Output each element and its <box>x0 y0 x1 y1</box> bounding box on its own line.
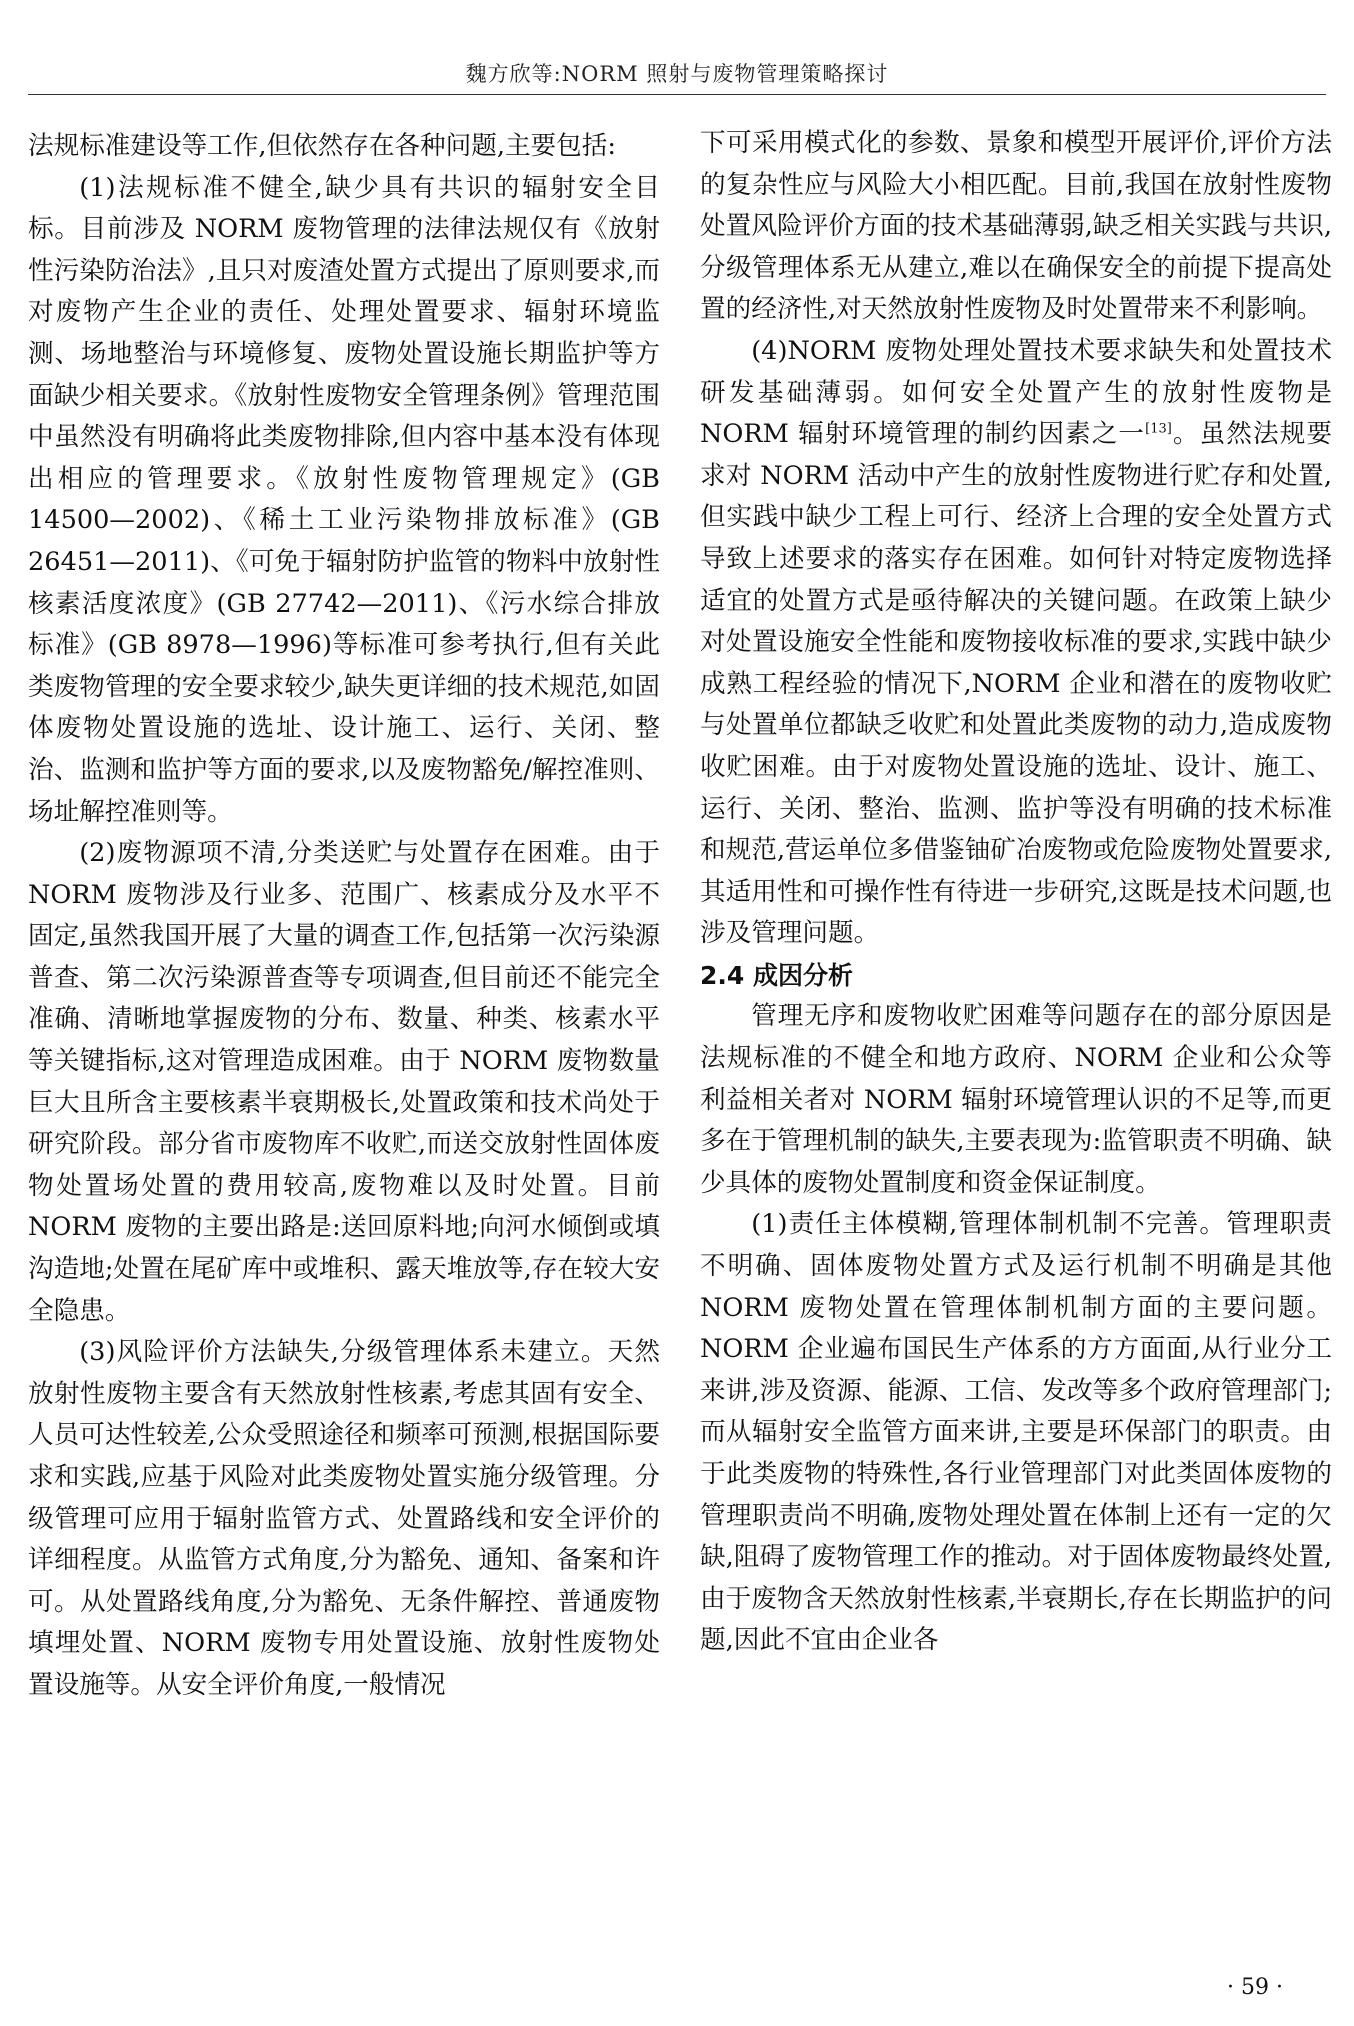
citation-reference: [13] <box>1145 421 1172 437</box>
paragraph-item-4-part-a: (4)NORM 废物处理处置技术要求缺失和处置技术研发基础薄弱。如何安全处置产生的放射性废物是 NORM 辐射环境管理的制约因素之一 <box>700 335 1332 450</box>
paragraph-item-4-part-b: 。虽然法规要求对 NORM 活动中产生的放射性废物进行贮存和处置,但实践中缺少工程上可行、经济上合理的安全处置方式导致上述要求的落实存在困难。如何针对特定废物选择适宜的处置方式是亟待解决的关键问题。在政策上缺少对处置设施安全性能和废物接收标准的要求,实践中缺少成熟工程经验的情况下,NORM 企业和潜在的废物收贮与处置单位都缺乏收贮和处置此类废物的动力,造成废物收贮困难。由于对废物处置设施的选址、设计、施工、运行、关闭、整治、监测、监护等没有明确的技术标准和规范,营运单位多借鉴铀矿冶废物或危险废物处置要求,其适用性和可操作性有待进一步研究,这既是技术问题,也涉及管理问题。 <box>700 419 1332 949</box>
left-column <box>28 126 660 1707</box>
section-heading: 2.4 成因分析 <box>700 960 853 990</box>
paragraph-item-2: (2)废物源项不清,分类送贮与处置存在困难。由于 NORM 废物涉及行业多、范围广、核素成分及水平不固定,虽然我国开展了大量的调查工作,包括第一次污染源普查、第二次污染源普查等专项调查,但目前还不能完全准确、清晰地掌握废物的分布、数量、种类、核素水平等关键指标,这对管理造成困难。由于 NORM 废物数量巨大且所含主要核素半衰期极长,处置政策和技术尚处于研究阶段。部分省市废物库不收贮,而送交放射性固体废物处置场处置的费用较高,废物难以及时处置。目前 NORM 废物的主要出路是:送回原料地;向河水倾倒或填沟造地;处置在尾矿库中或堆积、露天堆放等,存在较大安全隐患。 <box>28 838 660 1326</box>
paragraph-intro-continued: 法规标准建设等工作,但依然存在各种问题,主要包括: <box>28 131 616 161</box>
paragraph-cause-analysis: 管理无序和废物收贮困难等问题存在的部分原因是法规标准的不健全和地方政府、NORM 企业和公众等利益相关者对 NORM 辐射环境管理认识的不足等,而更多在于管理机制的缺失,主要表现为:监管职责不明确、缺少具体的废物处置制度和资金保证制度。 <box>700 1001 1332 1198</box>
paragraph-item-3: (3)风险评价方法缺失,分级管理体系未建立。天然放射性废物主要含有天然放射性核素,考虑其固有安全、人员可达性较差,公众受照途径和频率可预测,根据国际要求和实践,应基于风险对此类废物处置实施分级管理。分级管理可应用于辐射监管方式、处置路线和安全评价的详细程度。从监管方式角度,分为豁免、通知、备案和许可。从处置路线角度,分为豁免、无条件解控、普通废物填埋处置、NORM 废物专用处置设施、放射性废物处置设施等。从安全评价角度,一般情况 <box>28 1337 660 1700</box>
paragraph-item-3-continued: 下可采用模式化的参数、景象和模型开展评价,评价方法的复杂性应与风险大小相匹配。目前,我国在放射性废物处置风险评价方面的技术基础薄弱,缺乏相关实践与共识,分级管理体系无从建立,难以在确保安全的前提下提高处置的经济性,对天然放射性废物及时处置带来不利影响。 <box>700 128 1332 325</box>
page-number: · 59 · <box>1227 1975 1283 2000</box>
right-column <box>700 123 1332 1662</box>
paragraph-item-4 <box>700 331 1332 955</box>
header-rule <box>28 94 1326 95</box>
running-head: 魏方欣等:NORM 照射与废物管理策略探讨 <box>465 62 889 86</box>
paragraph-cause-item-1: (1)责任主体模糊,管理体制机制不完善。管理职责不明确、固体废物处置方式及运行机制不明确是其他 NORM 废物处置在管理体制机制方面的主要问题。NORM 企业遍布国民生产体系的方方面面,从行业分工来讲,涉及资源、能源、工信、发改等多个政府管理部门;而从辐射安全监管方面来讲,主要是环保部门的职责。由于此类废物的特殊性,各行业管理部门对此类固体废物的管理职责尚不明确,废物处理处置在体制上还有一定的欠缺,阻碍了废物管理工作的推动。对于固体废物最终处置,由于废物含天然放射性核素,半衰期长,存在长期监护的问题,因此不宜由企业各 <box>700 1209 1332 1656</box>
paragraph-item-1: (1)法规标准不健全,缺少具有共识的辐射安全目标。目前涉及 NORM 废物管理的法律法规仅有《放射性污染防治法》,且只对废渣处置方式提出了原则要求,而对废物产生企业的责任、处理处置要求、辐射环境监测、场地整治与环境修复、废物处置设施长期监护等方面缺少相关要求。《放射性废物安全管理条例》管理范围中虽然没有明确将此类废物排除,但内容中基本没有体现出相应的管理要求。《放射性废物管理规定》(GB 14500—2002)、《稀土工业污染物排放标准》(GB 26451—2011)、《可免于辐射防护监管的物料中放射性核素活度浓度》(GB 27742—2011)、《污水综合排放标准》(GB 8978—1996)等标准可参考执行,但有关此类废物管理的安全要求较少,缺失更详细的技术规范,如固体废物处置设施的选址、设计施工、运行、关闭、整治、监测和监护等方面的要求,以及废物豁免/解控准则、场址解控准则等。 <box>28 172 660 827</box>
